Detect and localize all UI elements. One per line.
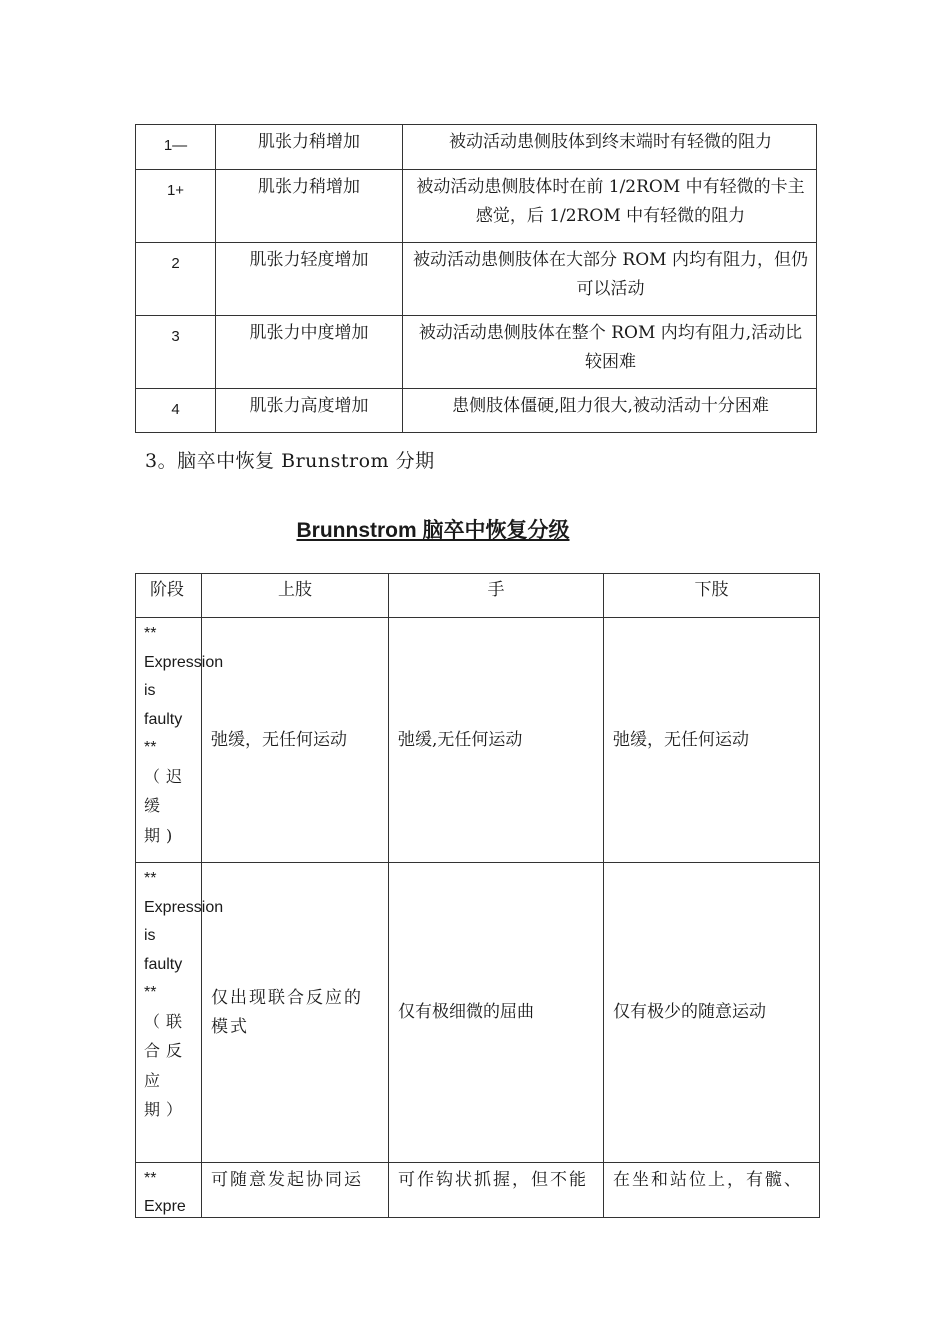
table-row — [136, 243, 817, 316]
description-cell: 被动活动患侧肢体到终末端时有轻微的阻力 — [403, 125, 817, 170]
table-row — [136, 863, 820, 1163]
brunnstrom-table — [135, 573, 820, 1218]
header-lower-limb: 下肢 — [604, 574, 820, 618]
table-row — [136, 170, 817, 243]
upper-limb-cell: 弛缓，无任何运动 — [202, 618, 389, 863]
grade-cell: 3 — [136, 316, 216, 389]
grade-cell: 1— — [136, 125, 216, 170]
upper-limb-cell: 可随意发起协同运 — [202, 1163, 389, 1218]
grade-cell: 2 — [136, 243, 216, 316]
hand-cell: 弛缓,无任何运动 — [389, 618, 604, 863]
description-cell: 患侧肢体僵硬,阻力很大,被动活动十分困难 — [403, 389, 817, 433]
stage-cell — [136, 1163, 202, 1218]
tone-cell: 肌张力高度增加 — [216, 389, 403, 433]
header-hand: 手 — [389, 574, 604, 618]
upper-limb-cell: 仅出现联合反应的模式 — [202, 863, 389, 1163]
table-row — [136, 125, 817, 170]
table-title: Brunnstrom 脑卒中恢复分级 — [296, 519, 570, 542]
tone-cell: 肌张力轻度增加 — [216, 243, 403, 316]
stage-cell — [136, 863, 224, 1163]
hand-cell: 可作钩状抓握，但不能 — [389, 1163, 604, 1218]
lower-limb-cell: 弛缓，无任何运动 — [604, 618, 820, 863]
table-row — [136, 1163, 820, 1218]
table-row — [136, 389, 817, 433]
description-cell: 被动活动患侧肢体在整个 ROM 内均有阻力,活动比较困难 — [403, 316, 817, 389]
grade-cell: 1+ — [136, 170, 216, 243]
header-upper-limb: 上肢 — [202, 574, 389, 618]
lower-limb-cell: 在坐和站位上，有髋、 — [604, 1163, 820, 1218]
stage-error-text: ** Expression is faulty ** — [144, 625, 224, 756]
table-header-row — [136, 574, 820, 618]
lower-limb-cell: 仅有极少的随意运动 — [604, 863, 820, 1163]
stage-error-text: ** Expre — [144, 1170, 186, 1215]
description-cell: 被动活动患侧肢体在大部分 ROM 内均有阻力，但仍可以活动 — [403, 243, 817, 316]
hand-cell: 仅有极细微的屈曲 — [389, 863, 604, 1163]
stage-cell — [136, 618, 224, 863]
stage-name: （联合反应期） — [144, 1011, 189, 1119]
stage-name: （迟缓期) — [144, 766, 189, 845]
table-row — [136, 618, 820, 863]
table-row — [136, 316, 817, 389]
tone-cell: 肌张力中度增加 — [216, 316, 403, 389]
grade-cell: 4 — [136, 389, 216, 433]
section-heading: 3。脑卒中恢复 Brunstrom 分期 — [145, 450, 435, 472]
muscle-tone-table — [135, 124, 817, 433]
description-cell: 被动活动患侧肢体时在前 1/2ROM 中有轻微的卡主感觉，后 1/2ROM 中有轻微的阻力 — [403, 170, 817, 243]
header-stage: 阶段 — [136, 574, 202, 618]
stage-error-text: ** Expression is faulty ** — [144, 870, 224, 1001]
tone-cell: 肌张力稍增加 — [216, 125, 403, 170]
tone-cell: 肌张力稍增加 — [216, 170, 403, 243]
